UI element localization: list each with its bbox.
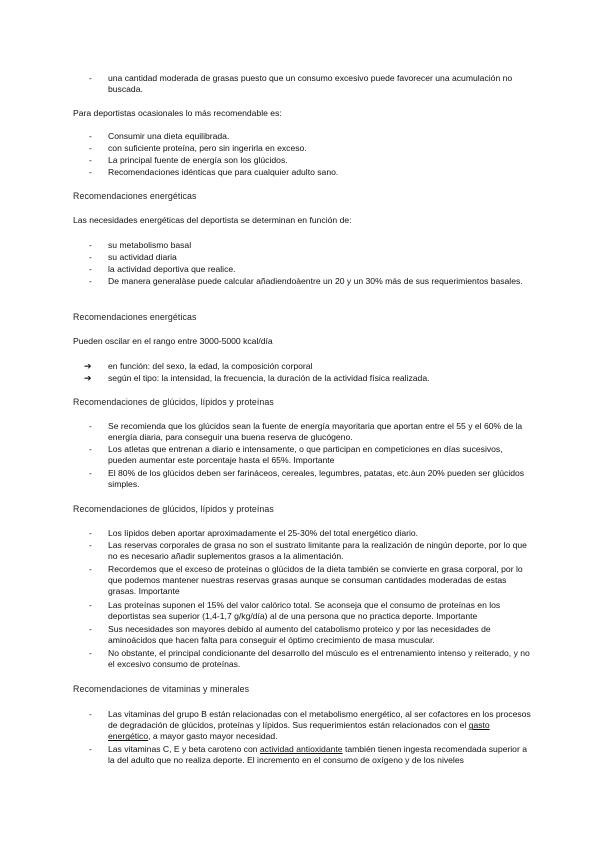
list-item: [73, 624, 533, 646]
section-heading: Recomendaciones energéticas: [73, 191, 197, 201]
section-heading: Recomendaciones de glúcidos, lípidos y proteínas: [73, 397, 274, 407]
list-item-text: Las reservas corporales de grasa no son el sustrato limitante para la realización de ningún deporte, por lo que no es necesario añadir suplementos grasos a la alimentación.: [108, 540, 527, 562]
list-item: [73, 564, 533, 598]
list-item-text: Recomendaciones idénticas que para cualquier adulto sano.: [108, 167, 339, 177]
bullet-dash: -: [89, 648, 92, 658]
list-item-text: Las proteínas suponen el 15% del valor calórico total. Se aconseja que el consumo de proteínas en los deportistas sea superior (1,4-1,7 g/kg/día) al de una persona que no practica deporte. Importante: [108, 600, 501, 622]
bullet-dash: -: [89, 421, 92, 431]
list-item-text: Consumir una dieta equilibrada.: [108, 131, 230, 141]
list-item-text: según el tipo: la intensidad, la frecuencia, la duración de la actividad física realizada.: [108, 373, 430, 383]
list-item-text: [108, 709, 533, 743]
list-item-text: Sus necesidades son mayores debido al aumento del catabolismo proteico y por las necesidades de aminoácidos que hacen falta para conseguir el óptimo crecimiento de masa muscular.: [108, 624, 491, 646]
text-run: , a mayor gasto mayor necesidad.: [148, 731, 278, 742]
list-item-text: El 80% de los glúcidos deben ser farináceos, cereales, legumbres, patatas, etc.àun 20% pueden ser glúcidos simples.: [108, 468, 525, 490]
section-heading: Recomendaciones de vitaminas y minerales: [73, 684, 250, 694]
list-item-text: Los atletas que entrenan a diario e intensamente, o que participan en competiciones en días sucesivos, pueden aumentar este porcentaje hasta el 65%. Importante: [108, 444, 503, 466]
text-run: Las vitaminas C, E y beta caroteno con: [108, 744, 260, 754]
list-item-text: [108, 744, 533, 766]
bullet-dash: -: [89, 624, 92, 634]
text-run: Las vitaminas del grupo B están relacionadas con el metabolismo energético, al ser cofactores en los procesos de degradación de glúcidos, proteínas y lípidos. Sus requerimientos están relacionados con el: [108, 709, 531, 731]
list-item-text: No obstante, el principal condicionante del desarrollo del músculo es el entrenamiento intenso y reiterado, y no el excesivo consumo de proteínas.: [108, 648, 530, 670]
underlined-term: actividad antioxidante: [259, 744, 343, 754]
paragraph-energy-intro: Las necesidades energéticas del deportista se determinan en función de:: [73, 215, 352, 225]
list-item: [73, 276, 533, 287]
list-item-text: su actividad diaria: [108, 252, 177, 262]
list-item-text: la actividad deportiva que realice.: [108, 264, 236, 274]
bullet-dash: -: [89, 264, 92, 274]
list-item: [73, 540, 533, 562]
bullet-dash: -: [89, 167, 92, 177]
underlined-term: gasto energético: [108, 720, 490, 742]
list-item: [73, 600, 533, 622]
list-item-text: una cantidad moderada de grasas puesto que un consumo excesivo puede favorecer una acumulación no buscada.: [108, 73, 513, 95]
bullet-dash: -: [89, 709, 92, 719]
bullet-dash: -: [89, 276, 92, 286]
bullet-dash: -: [89, 444, 92, 454]
list-item: [73, 155, 533, 166]
bullet-dash: -: [89, 600, 92, 610]
bullet-dash: -: [89, 540, 92, 550]
list-item: [73, 167, 533, 178]
bullet-dash: -: [89, 155, 92, 165]
bullet-dash: -: [89, 240, 92, 250]
list-item-text: Recordemos que el exceso de proteínas o glúcidos de la dieta también se convierte en grasa corporal, por lo que podemos mantener nuestras reservas grasas aunque se consuman cantidades moderadas de estas grasas. Importante: [108, 564, 523, 597]
section-heading: Recomendaciones de glúcidos, lípidos y proteínas: [73, 504, 274, 514]
list-item: [73, 744, 533, 766]
list-item: [73, 468, 533, 490]
list-item-text: con suficiente proteína, pero sin ingerirla en exceso.: [108, 143, 307, 153]
bullet-dash: -: [89, 252, 92, 262]
paragraph-energy-range: Pueden oscilar en el rango entre 3000-5000 kcal/día: [73, 336, 273, 346]
list-item: [73, 709, 533, 743]
bullet-dash: -: [89, 528, 92, 538]
bullet-dash: -: [89, 564, 92, 574]
list-item: [73, 421, 533, 443]
list-item: [73, 252, 533, 263]
list-item: [73, 264, 533, 275]
paragraph-occasional-intro: Para deportistas ocasionales lo más recomendable es:: [73, 108, 282, 118]
arrow-icon: ➔: [84, 373, 92, 383]
bullet-dash: -: [89, 744, 92, 754]
section-heading: Recomendaciones energéticas: [73, 312, 197, 322]
bullet-dash: -: [89, 131, 92, 141]
bullet-dash: -: [89, 73, 92, 83]
list-item: [73, 373, 533, 384]
list-item-text: su metabolismo basal: [108, 240, 192, 250]
list-item: [73, 444, 533, 466]
list-item: [73, 143, 533, 154]
list-item: [73, 528, 533, 539]
text-run: también tienen ingesta recomendada superior a la del adulto que no realiza deporte. El incremento en el consumo de oxígeno y de los niveles: [108, 744, 527, 766]
list-item: [73, 240, 533, 251]
list-item-text: La principal fuente de energía son los glúcidos.: [108, 155, 288, 165]
list-item-text: Se recomienda que los glúcidos sean la fuente de energía mayoritaria que aportan entre el 55 y el 60% de la energía diaria, para conseguir una buena reserva de glucógeno.: [108, 421, 523, 443]
list-item-text: De manera generalàse puede calcular añadiendoàentre un 20 y un 30% más de sus requerimientos basales.: [108, 276, 523, 286]
list-item: [73, 648, 533, 670]
list-item-text: Los lípidos deben aportar aproximadamente el 25-30% del total energético diario.: [108, 528, 419, 538]
list-item-text: en función: del sexo, la edad, la composición corporal: [108, 361, 313, 371]
bullet-dash: -: [89, 143, 92, 153]
list-item: [73, 361, 533, 372]
list-item: [73, 73, 533, 95]
arrow-icon: ➔: [84, 361, 92, 371]
list-item: [73, 131, 533, 142]
bullet-dash: -: [89, 468, 92, 478]
